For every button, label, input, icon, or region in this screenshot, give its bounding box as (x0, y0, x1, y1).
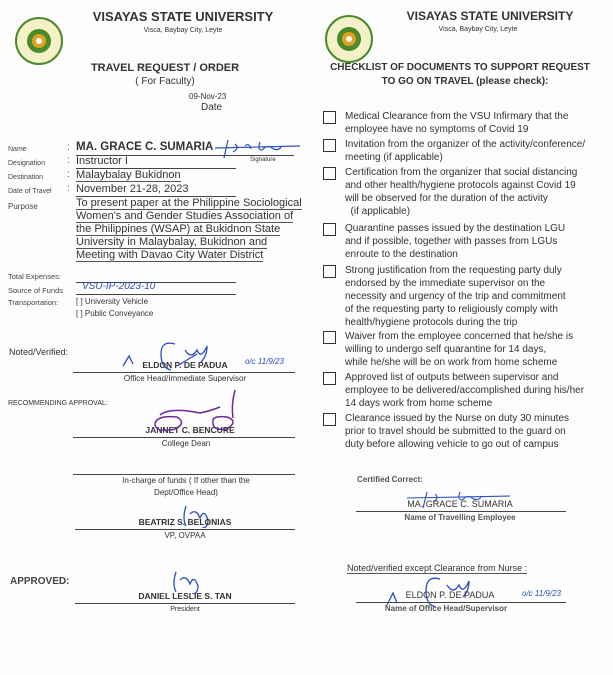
vp-name: BEATRIZ S. BELONIAS (138, 517, 232, 527)
supervisor-role: Office Head/Immediate Supervisor (123, 374, 247, 383)
university-seal-icon (323, 14, 375, 64)
checklist-item-line: necessity and urgency of the trip and commitment (345, 291, 566, 302)
noted-except-label: Noted/verified except Clearance from Nurse : (347, 563, 528, 573)
checklist-item-line: health/hygiene protocols during the trip (345, 317, 518, 328)
purpose-line: Meeting with Davao City Water District (76, 249, 264, 261)
checklist-item-line: 14 days work from home scheme (345, 398, 493, 409)
checklist-checkbox[interactable] (323, 372, 336, 385)
checklist-item-line: (if applicable) (345, 206, 411, 217)
form-subtitle: ( For Faculty) (135, 76, 195, 87)
checklist-item (345, 138, 605, 164)
option-university-vehicle[interactable]: [ ] University Vehicle (76, 297, 149, 306)
checklist-heading: CHECKLIST OF DOCUMENTS TO SUPPORT REQUEST (330, 62, 590, 73)
university-address: Visca, Baybay City, Leyte (438, 26, 518, 33)
name-value: MA. GRACE C. SUMARIA (76, 141, 214, 153)
university-seal-icon (14, 16, 64, 66)
colon: : (67, 155, 70, 166)
office-head-name: ELDON P. DE PADUA (405, 590, 495, 600)
purpose-line: Women's and Gender Studies Association of (76, 210, 294, 222)
checklist-checkbox[interactable] (323, 265, 336, 278)
date-value: 09-Nov-23 (189, 92, 227, 101)
signature-line (75, 529, 295, 530)
date-label: Date (201, 102, 223, 113)
signature-line (73, 474, 295, 475)
supervisor-name: ELDON P. DE PADUA (142, 360, 228, 370)
university-name: VISAYAS STATE UNIVERSITY (92, 9, 274, 24)
checklist-item-line: Strong justification from the requesting party duly (345, 265, 562, 276)
checklist-item-line: endorsed by the immediate supervisor on the (345, 278, 546, 289)
source-of-funds-value: VSU-IP-2023-10 (82, 281, 156, 292)
checklist-item-line: Certification from the organizer that social distancing (345, 167, 578, 178)
destination-value: Malaybalay Bukidnon (76, 169, 181, 181)
destination-label: Destination (8, 174, 44, 181)
checklist-item-line: enroute to the destination (345, 249, 458, 260)
checklist-item-line: while he/she will be on work from home scheme (345, 357, 558, 368)
purpose-line: University in Malaybalay, Bukidnon and (76, 236, 268, 248)
signature-line (356, 602, 566, 603)
checklist-item-line: Waiver from the employee concerned that he/she is (345, 331, 574, 342)
president-name: DANIEL LESLIE S. TAN (138, 591, 232, 601)
checklist-item-line: and if possible, together with passes from LGUs (345, 236, 558, 247)
purpose-line: the Philippines (WSAP) at Bukidnon State (76, 223, 281, 235)
source-of-funds-label: Source of Funds (8, 286, 64, 295)
dean-name: JANNET C. BENCURE (145, 425, 235, 435)
office-head-role: Name of Office Head/Supervisor (384, 604, 508, 613)
checklist-item-line: Quarantine passes issued by the destination LGU (345, 223, 566, 234)
purpose-line: To present paper at the Philippine Sociological (76, 197, 302, 209)
checklist-item-line: prior to travel should be submitted to the guard on (345, 426, 566, 437)
signature-line (75, 603, 295, 604)
checklist-checkbox[interactable] (323, 111, 336, 124)
employee-role: Name of Travelling Employee (404, 513, 516, 522)
checklist-checkbox[interactable] (323, 331, 336, 344)
checklist-checkbox[interactable] (323, 167, 336, 180)
checklist-item-line: Approved list of outputs between supervisor and (345, 372, 559, 383)
university-name: VISAYAS STATE UNIVERSITY (406, 9, 574, 23)
checklist-item-line: will be observed for the duration of the activity (345, 193, 548, 204)
signature-de-padua (115, 336, 228, 376)
checklist-item-line: employee have no symptoms of Covid 19 (345, 124, 529, 135)
transportation-label: Transportation: (8, 298, 59, 307)
employee-name: MA. GRACE C. SUMARIA (407, 499, 513, 509)
signature-sumaria (210, 136, 305, 164)
name-label: Name (8, 146, 27, 153)
checklist-item-line: Medical Clearance from the VSU Infirmary that the (345, 111, 569, 122)
checklist-item (345, 110, 605, 136)
colon: : (67, 169, 70, 180)
checklist-item (345, 371, 605, 410)
colon: : (67, 142, 70, 153)
signature-line (356, 511, 566, 512)
checklist-item-line: meeting (if applicable) (345, 152, 443, 163)
vp-role: VP, OVPAA (164, 531, 206, 540)
president-role: President (170, 606, 200, 613)
checklist-item (345, 222, 605, 261)
signature-bencure (135, 385, 245, 445)
checklist-item-line: willing to undergo self quarantine for 14 days, (345, 344, 547, 355)
checklist-item-line: and other health/hygiene protocols against Covid 19 (345, 180, 576, 191)
university-address: Visca, Baybay City, Leyte (143, 27, 223, 34)
checklist-item-line: Invitation from the organizer of the activity/conference/ (345, 139, 586, 150)
designation-value: Instructor I (76, 155, 128, 167)
purpose-label: Purpose (8, 202, 38, 211)
funds-incharge-role: Dept/Office Head) (154, 488, 218, 497)
checklist-item-line: of the requesting party to religiously comply with (345, 304, 558, 315)
office-head-handwritten-note: o/c 11/9/23 (522, 589, 561, 598)
checklist-checkbox[interactable] (323, 223, 336, 236)
dean-role: College Dean (161, 439, 211, 448)
colon: : (67, 183, 70, 194)
checklist-checkbox[interactable] (323, 413, 336, 426)
funds-line (76, 294, 236, 295)
checklist-checkbox[interactable] (323, 139, 336, 152)
form-title: TRAVEL REQUEST / ORDER (90, 62, 240, 74)
option-public-conveyance[interactable]: [ ] Public Conveyance (76, 309, 154, 318)
certified-correct-label: Certified Correct: (357, 475, 423, 484)
supervisor-handwritten-note: o/c 11/9/23 (245, 357, 284, 366)
noted-verified-label: Noted/Verified: (9, 347, 69, 357)
checklist-heading: TO GO ON TRAVEL (please check): (381, 76, 549, 87)
checklist-item-line: Clearance issued by the Nurse on duty 30 minutes (345, 413, 570, 424)
checklist-item (345, 166, 605, 218)
checklist-item (345, 264, 605, 329)
funds-incharge-role: In-charge of funds ( If other than the (122, 476, 250, 485)
total-expenses-label: Total Expenses: (8, 272, 61, 281)
checklist-item (345, 330, 605, 369)
checklist-item-line: employee to be delivered/accomplished during his/her (345, 385, 585, 396)
checklist-item-line: duty before allowing vehicle to go out of campus (345, 439, 559, 450)
signature-label: Signature (250, 157, 276, 163)
date-of-travel-label: Date of Travel (8, 188, 52, 195)
checklist-item (345, 412, 605, 451)
date-of-travel-value: November 21-28, 2023 (76, 183, 189, 195)
recommending-approval-label: RECOMMENDING APPROVAL: (8, 400, 108, 407)
designation-label: Designation (8, 160, 45, 167)
approved-label: APPROVED: (10, 576, 70, 587)
